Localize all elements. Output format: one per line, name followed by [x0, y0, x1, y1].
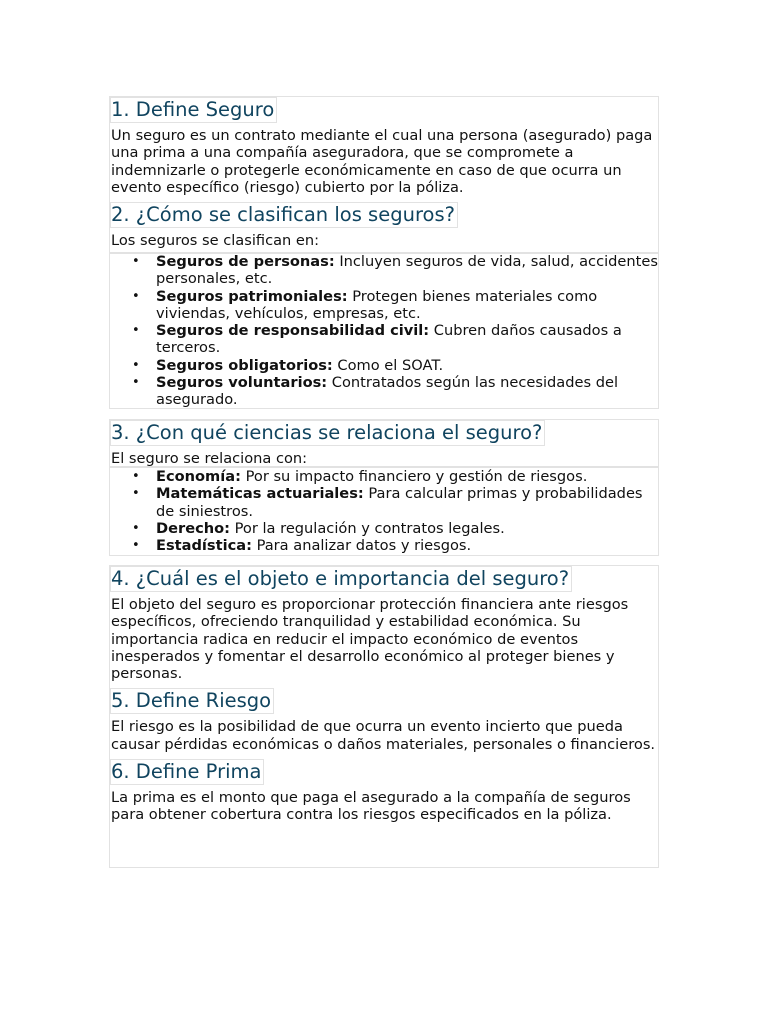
bullet-icon: •: [132, 469, 140, 484]
section-define-seguro: [109, 96, 659, 254]
list-item-term: Seguros de responsabilidad civil:: [156, 322, 430, 340]
section-list-3: [109, 467, 659, 556]
list-item: [132, 253, 658, 288]
sciences-list: [110, 468, 658, 554]
bullet-icon: •: [132, 520, 140, 536]
bullet-icon: •: [132, 323, 140, 339]
bullet-icon: •: [132, 375, 140, 391]
list-item-term: Seguros voluntarios:: [156, 374, 328, 392]
list-item-term: Matemáticas actuariales:: [156, 485, 364, 503]
section-intro-3: El seguro se relaciona con:: [111, 450, 308, 467]
list-item: [132, 468, 658, 485]
section-title-1: 1. Define Seguro: [110, 97, 277, 123]
section-title-3: 3. ¿Con qué ciencias se relaciona el seguro?: [110, 420, 545, 446]
bullet-icon: •: [132, 486, 140, 502]
list-item-term: Seguros de personas:: [156, 253, 335, 270]
section-list-2: [109, 252, 659, 409]
list-item: [132, 287, 658, 323]
section-intro-2: Los seguros se clasifican en:: [111, 232, 320, 250]
classification-list: [110, 253, 658, 409]
list-item-description: Por la regulación y contratos legales.: [230, 519, 505, 537]
section-ciencias: [109, 419, 659, 467]
bullet-icon: •: [132, 357, 140, 373]
bullet-icon: •: [132, 288, 140, 304]
list-item-term: Seguros obligatorios:: [156, 356, 333, 374]
list-item-term: Seguros patrimoniales:: [156, 287, 348, 305]
bullet-icon: •: [132, 254, 140, 269]
section-text-6: La prima es el monto que paga el asegurado a la compañía de seguros para obtener cobertura contra los riesgos especificados en la póliza.: [111, 789, 631, 824]
list-item-term: Economía:: [156, 468, 241, 485]
section-title-6: 6. Define Prima: [110, 759, 264, 785]
list-item-description: Para analizar datos y riesgos.: [251, 537, 472, 555]
list-item: [132, 519, 658, 537]
list-item: [132, 374, 658, 409]
list-item: [132, 356, 658, 374]
list-item: [132, 322, 658, 357]
list-item-description: Incluyen seguros de vida, salud, accidentes personales, etc.: [156, 253, 658, 288]
section-text-5: El riesgo es la posibilidad de que ocurra un evento incierto que pueda causar pérdidas económicas o daños materiales, personales o financieros.: [111, 718, 656, 753]
list-item-description: Como el SOAT.: [332, 356, 444, 374]
section-title-2: 2. ¿Cómo se clasifican los seguros?: [110, 202, 458, 228]
list-item-description: Para calcular primas y probabilidades de siniestros.: [156, 485, 643, 520]
section-text-4: El objeto del seguro es proporcionar protección financiera ante riesgos específicos, ofreciendo tranquilidad y estabilidad económica. Su importancia radica en reducir el impacto económico de eventos inesperados y fomentar el desarrollo económico al proteger bienes y personas.: [111, 596, 629, 683]
list-item: [132, 537, 658, 555]
list-item-description: Cubren daños causados a terceros.: [156, 322, 622, 357]
list-item-term: Derecho:: [156, 519, 231, 537]
list-item: [132, 485, 658, 520]
list-item-description: Contratados según las necesidades del asegurado.: [156, 374, 619, 409]
list-item-description: Por su impacto financiero y gestión de riesgos.: [240, 468, 588, 485]
section-title-4: 4. ¿Cuál es el objeto e importancia del seguro?: [110, 566, 572, 592]
document-page: [109, 96, 659, 868]
bullet-icon: •: [132, 538, 140, 554]
section-title-5: 5. Define Riesgo: [110, 688, 274, 714]
section-text-1: Un seguro es un contrato mediante el cual una persona (asegurado) paga una prima a una compañía aseguradora, que se compromete a indemnizarle o protegerle económicamente en caso de que ocurra un evento específico (riesgo) cubierto por la póliza.: [111, 127, 653, 196]
list-item-description: Protegen bienes materiales como viviendas, vehículos, empresas, etc.: [156, 287, 598, 322]
section-objeto-riesgo-prima: [109, 565, 659, 868]
list-item-term: Estadística:: [156, 537, 252, 555]
